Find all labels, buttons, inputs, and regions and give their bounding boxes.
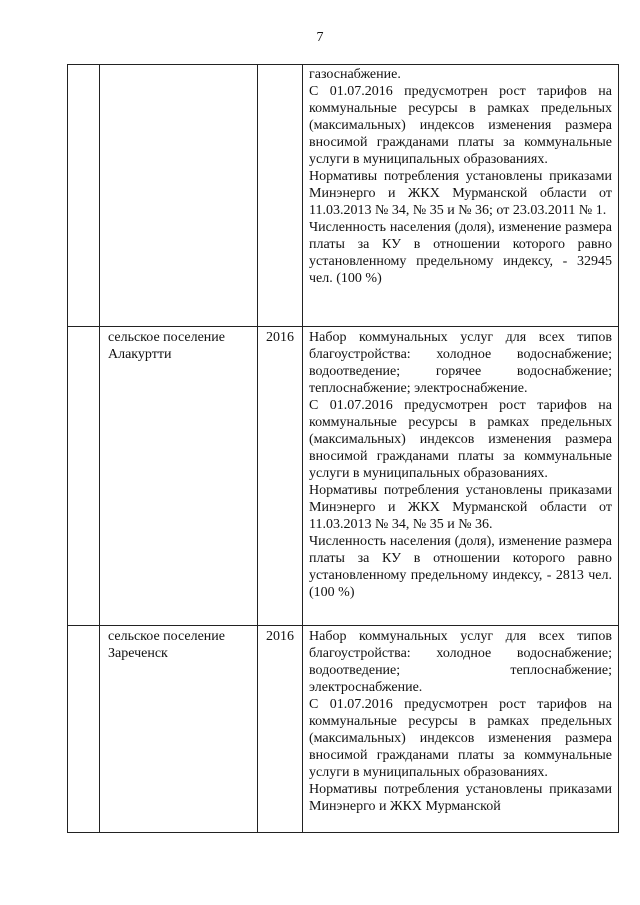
description-paragraph: С 01.07.2016 предусмотрен рост тарифов на коммунальные ресурсы в рамках предельных (максимальных) индексов изменения размера вносимой гражданами платы за коммунальные услуги в муниципальных образованиях. (309, 84, 612, 167)
settlement-name-cell (100, 65, 258, 327)
year-cell: 2016 (258, 626, 303, 833)
row-number-cell (68, 626, 100, 833)
description-paragraph: Нормативы потребления установлены приказами Минэнерго и ЖКХ Мурманской (309, 782, 612, 814)
description-paragraph: Численность населения (доля), изменение размера платы за КУ в отношении которого равно установленному предельному индексу, - 32945 чел. (100 %) (309, 220, 612, 286)
description-cell (303, 626, 619, 833)
description-cell (303, 327, 619, 626)
table-row (68, 327, 619, 626)
row-number-cell (68, 65, 100, 327)
description-cell (303, 65, 619, 327)
description-paragraph: С 01.07.2016 предусмотрен рост тарифов на коммунальные ресурсы в рамках предельных (максимальных) индексов изменения размера вносимой гражданами платы за коммунальные услуги в муниципальных образованиях. (309, 697, 612, 780)
page-number: 7 (316, 30, 324, 45)
settlement-name-cell: сельское поселение Зареченск (100, 626, 258, 833)
tariff-table (67, 64, 619, 833)
description-paragraph: газоснабжение. (309, 67, 401, 82)
table-row (68, 626, 619, 833)
year-cell: 2016 (258, 327, 303, 626)
description-paragraph: Набор коммунальных услуг для всех типов благоустройства: холодное водоснабжение; водоотведение; теплоснабжение; электроснабжение. (309, 629, 612, 695)
row-number-cell (68, 327, 100, 626)
settlement-name-cell: сельское поселение Алакуртти (100, 327, 258, 626)
description-paragraph: Нормативы потребления установлены приказами Минэнерго и ЖКХ Мурманской области от 11.03.2013 № 34, № 35 и № 36. (309, 483, 612, 532)
description-paragraph: Численность населения (доля), изменение размера платы за КУ в отношении которого равно установленному предельному индексу, - 2813 чел. (100 %) (309, 534, 612, 600)
table-row (68, 65, 619, 327)
description-paragraph: Нормативы потребления установлены приказами Минэнерго и ЖКХ Мурманской области от 11.03.2013 № 34, № 35 и № 36; от 23.03.2011 № 1. (309, 169, 612, 218)
year-cell (258, 65, 303, 327)
description-paragraph: Набор коммунальных услуг для всех типов благоустройства: холодное водоснабжение; водоотведение; горячее водоснабжение; теплоснабжение; электроснабжение. (309, 330, 612, 396)
description-paragraph: С 01.07.2016 предусмотрен рост тарифов на коммунальные ресурсы в рамках предельных (максимальных) индексов изменения размера вносимой гражданами платы за коммунальные услуги в муниципальных образованиях. (309, 398, 612, 481)
